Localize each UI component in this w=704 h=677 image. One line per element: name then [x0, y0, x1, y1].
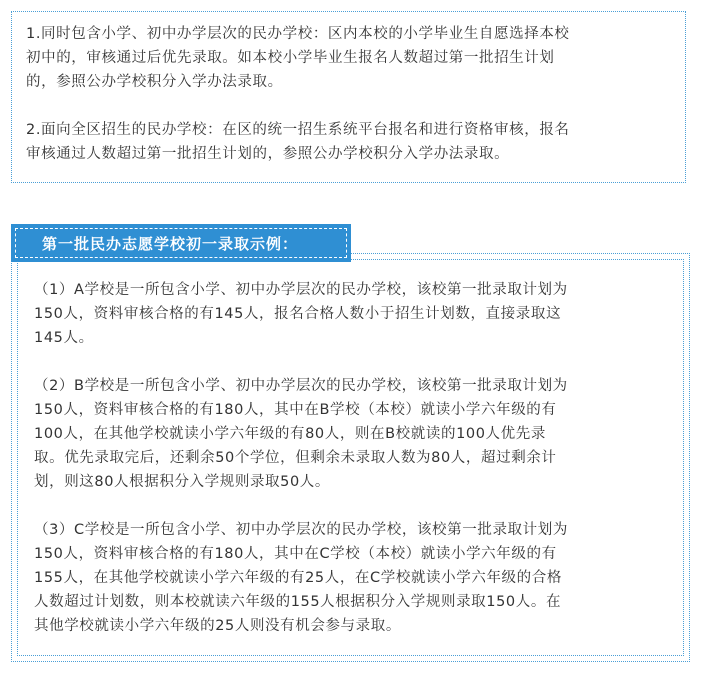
text-line: 145人。 — [34, 330, 94, 346]
section-title: 第一批民办志愿学校初一录取示例： — [15, 228, 347, 258]
text-line: 的，参照公办学校积分入学办法录取。 — [26, 74, 283, 90]
text-line: 150人，资料审核合格的有180人，其中在C学校（本校）就读小学六年级的有 — [34, 546, 557, 562]
example-1 — [34, 278, 683, 350]
examples-inner-frame — [17, 259, 684, 656]
text-line: （2）B学校是一所包含小学、初中办学层次的民办学校，该校第一批录取计划为 — [34, 378, 568, 394]
policy-paragraph-2 — [26, 118, 685, 166]
policy-box — [11, 11, 686, 183]
text-line: 人数超过计划数，则本校就读六年级的155人根据积分入学规则录取150人。在 — [34, 594, 562, 610]
text-line: 100人，在其他学校就读小学六年级的有80人，则在B校就读的100人优先录 — [34, 426, 546, 442]
text-line: 取。优先录取完后，还剩余50个学位，但剩余未录取人数为80人，超过剩余计 — [34, 450, 557, 466]
text-line: 审核通过人数超过第一批招生计划的，参照公办学校积分入学办法录取。 — [26, 146, 510, 162]
text-line: 其他学校就读小学六年级的25人则没有机会参与录取。 — [34, 618, 401, 634]
text-line: 划，则这80人根据积分入学规则录取50人。 — [34, 474, 330, 490]
text-line: （1）A学校是一所包含小学、初中办学层次的民办学校，该校第一批录取计划为 — [34, 282, 568, 298]
text-line: 2.面向全区招生的民办学校：在区的统一招生系统平台报名和进行资格审核，报名 — [26, 122, 570, 138]
text-line: 150人，资料审核合格的有145人，报名合格人数小于招生计划数，直接录取这 — [34, 306, 562, 322]
example-2 — [34, 374, 683, 494]
text-line: 初中的，审核通过后优先录取。如本校小学毕业生报名人数超过第一批招生计划 — [26, 50, 555, 66]
text-line: 150人，资料审核合格的有180人，其中在B学校（本校）就读小学六年级的有 — [34, 402, 557, 418]
example-3 — [34, 518, 683, 638]
policy-paragraph-1 — [26, 22, 685, 94]
text-line: 155人，在其他学校就读小学六年级的有25人，在C学校就读小学六年级的合格 — [34, 570, 562, 586]
text-line: 1.同时包含小学、初中办学层次的民办学校：区内本校的小学毕业生自愿选择本校 — [26, 26, 570, 42]
section-title-tab — [11, 224, 351, 262]
text-line: （3）C学校是一所包含小学、初中办学层次的民办学校，该校第一批录取计划为 — [34, 522, 568, 538]
examples-box — [11, 253, 690, 662]
